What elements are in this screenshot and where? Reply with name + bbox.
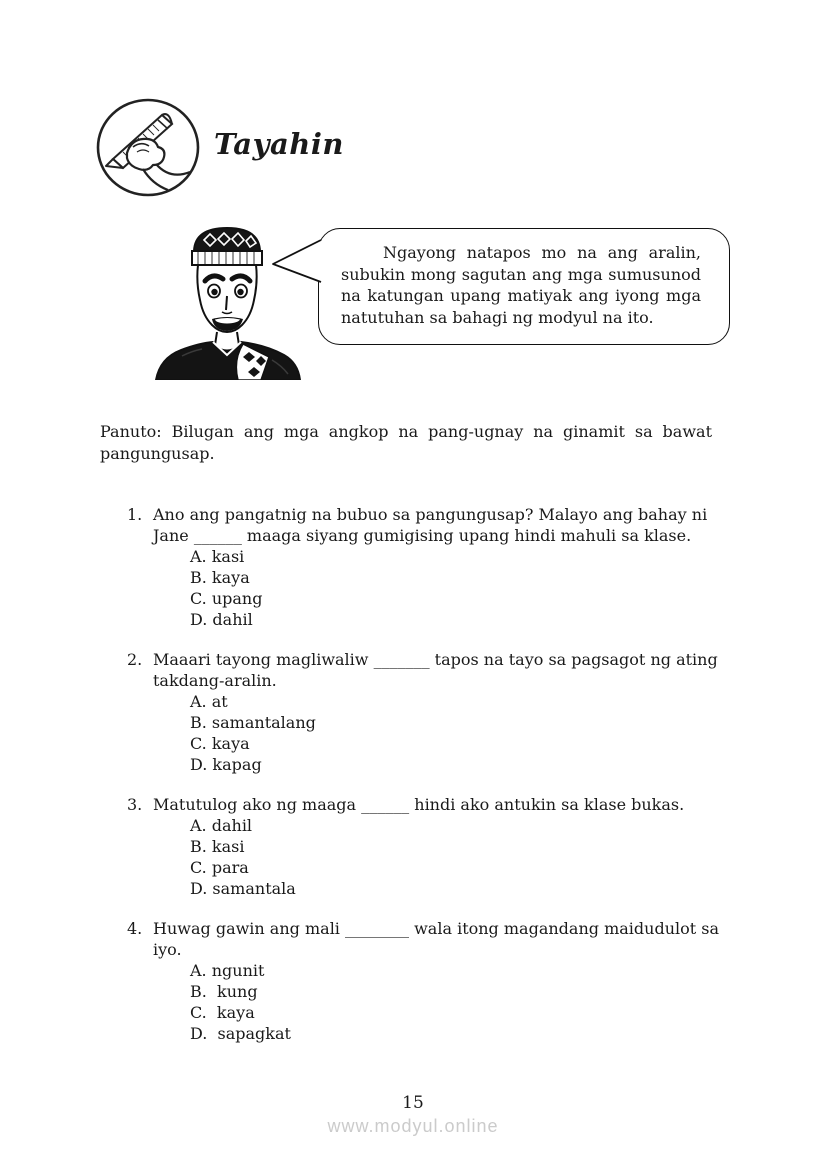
option-c: C. kaya (190, 734, 250, 753)
question-text: Huwag gawin ang mali ________ wala itong magandang maidudulot sa iyo. (153, 919, 720, 959)
writing-hand-icon (96, 98, 200, 197)
page-number: 15 (402, 1093, 424, 1113)
option-b: B. kasi (190, 837, 245, 856)
question-number: 4. (127, 919, 143, 938)
option-list (190, 691, 739, 775)
option-a: A. dahil (190, 816, 253, 835)
option-list (190, 960, 739, 1044)
option-a: A. kasi (190, 547, 245, 566)
section-title: Tayahin (214, 127, 344, 161)
speech-bubble-tail (270, 237, 322, 287)
instructions-text: Panuto: Bilugan ang mga angkop na pang-ugnay na ginamit sa bawat pangungusap. (100, 422, 712, 463)
question-list (127, 504, 739, 1063)
speech-bubble (318, 228, 730, 345)
option-list (190, 815, 739, 899)
option-a: A. ngunit (190, 961, 265, 980)
question-item-3 (127, 794, 739, 899)
option-b: B. samantalang (190, 713, 316, 732)
option-d: D. sapagkat (190, 1024, 291, 1043)
question-item-2 (127, 649, 739, 775)
question-number: 1. (127, 505, 143, 524)
watermark: www.modyul.online (327, 1116, 499, 1136)
option-c: C. upang (190, 589, 263, 608)
option-list (190, 546, 739, 630)
question-text: Ano ang pangatnig na bubuo sa pangungusap? Malayo ang bahay ni Jane ______ maaga siyang gumigising upang hindi mahuli sa klase. (153, 505, 708, 545)
question-item-4 (127, 918, 739, 1044)
question-number: 3. (127, 795, 143, 814)
question-text: Matutulog ako ng maaga ______ hindi ako antukin sa klase bukas. (153, 795, 685, 814)
option-b: B. kung (190, 982, 258, 1001)
option-d: D. kapag (190, 755, 262, 774)
option-d: D. dahil (190, 610, 253, 629)
question-number: 2. (127, 650, 143, 669)
option-c: C. para (190, 858, 249, 877)
option-a: A. at (190, 692, 228, 711)
speech-bubble-text: Ngayong natapos mo na ang aralin, subukin mong sagutan ang mga sumusunod na katungan upang matiyak ang iyong mga natutuhan sa bahagi ng modyul na ito. (341, 243, 701, 327)
question-text: Maaari tayong magliwaliw _______ tapos na tayo sa pagsagot ng ating takdang-aralin. (153, 650, 718, 690)
option-d: D. samantala (190, 879, 296, 898)
option-c: C. kaya (190, 1003, 255, 1022)
question-item-1 (127, 504, 739, 630)
option-b: B. kaya (190, 568, 250, 587)
